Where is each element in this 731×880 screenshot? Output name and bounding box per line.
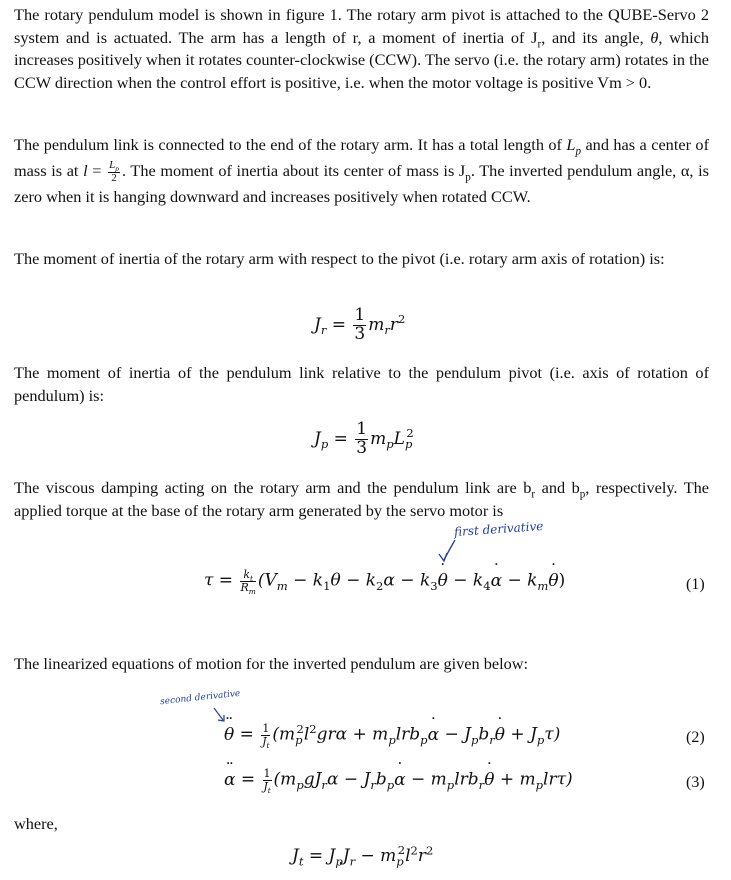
- text: and has a center of mass is at: [14, 135, 709, 180]
- term: b: [478, 724, 490, 745]
- denominator: 3: [354, 323, 366, 344]
- fraction-1-jt: [263, 767, 272, 795]
- equals: =: [87, 161, 107, 180]
- paragraph-rotary-inertia: [14, 248, 709, 271]
- fraction-kt-rm: [240, 568, 256, 596]
- text: where,: [14, 814, 58, 833]
- text: , and its angle,: [541, 27, 651, 47]
- term: lrτ): [543, 769, 573, 790]
- equation-jt: [292, 843, 434, 869]
- equation-number-3: (3): [686, 774, 705, 791]
- text: and b: [535, 478, 580, 497]
- handwritten-arrow-icon: [433, 537, 461, 565]
- term: b: [375, 769, 387, 790]
- subscript: 3: [430, 578, 438, 593]
- length: L: [393, 428, 405, 449]
- subscript: r: [489, 732, 495, 747]
- equation-alpha-ddot: [224, 767, 573, 795]
- theta-dot: θ ˙: [495, 725, 505, 745]
- subscript: p: [296, 777, 304, 792]
- term: (m: [272, 724, 296, 745]
- lhs: J: [314, 314, 321, 335]
- equation-jp: [314, 421, 414, 458]
- term: l: [405, 846, 411, 866]
- subscript: p: [115, 164, 119, 174]
- fraction-lp-over-2: [108, 160, 120, 184]
- text: , which increases positively when it rotates counter-clockwise (CCW). The servo (i.e. the rotary arm) rotates in the CCW direction when the control effort is positive, i.e. when the motor voltage is positive Vm > 0.: [14, 27, 709, 92]
- denominator: J: [262, 734, 267, 748]
- text: The linearized equations of motion for the inverted pendulum are given below:: [14, 654, 529, 673]
- subscript: t: [266, 740, 270, 750]
- term: − k: [447, 570, 484, 591]
- subscript: r: [384, 323, 390, 338]
- handwritten-note-first-derivative: first derivative: [453, 518, 544, 540]
- subscript: p: [386, 437, 394, 452]
- subscript: p: [295, 732, 303, 747]
- text: The moment of inertia of the pendulum link relative to the pendulum pivot (i.e. axis of rotation of pendulum) is:: [14, 363, 709, 405]
- term: l: [303, 724, 310, 745]
- text: . The moment of inertia about its center of mass is J: [121, 161, 466, 180]
- term: lrb: [395, 724, 421, 745]
- subscript: p: [470, 732, 479, 747]
- numerator: 1: [356, 419, 368, 439]
- theta-symbol: θ: [650, 27, 659, 47]
- equation-number-1: (1): [686, 576, 705, 593]
- equation-number-2: (2): [686, 729, 705, 746]
- text: , respectively. The applied torque at the base of the rotary arm generated by the servo motor is: [14, 478, 710, 520]
- subscript: p: [320, 437, 329, 452]
- numerator: k: [243, 568, 250, 581]
- superscript: 2: [410, 843, 418, 858]
- lhs: J: [314, 428, 321, 449]
- paragraph-damping: [14, 477, 709, 522]
- equals: =: [326, 314, 352, 335]
- paragraph-linearized: [14, 653, 709, 676]
- term: lrb: [454, 769, 479, 790]
- term: r: [417, 846, 426, 866]
- theta-dot: θ ˙: [548, 571, 558, 591]
- numerator: 1: [354, 305, 366, 325]
- numerator: 1: [263, 767, 271, 780]
- subscript: p: [575, 145, 582, 158]
- alpha-ddot: α ¨: [224, 770, 235, 790]
- denominator: R: [240, 580, 249, 594]
- subscript: 1: [323, 578, 331, 593]
- term: (m: [273, 769, 297, 790]
- subscript: p: [420, 732, 428, 747]
- mass: m: [370, 428, 387, 449]
- text: . The inverted pendulum angle, α, is zero when it is hanging downward and increases positively when rotated CCW.: [14, 161, 709, 207]
- equals: =: [234, 724, 260, 745]
- subscript: r: [320, 323, 327, 338]
- handwritten-note-second-derivative: second derivative: [159, 688, 241, 708]
- equation-torque: [204, 568, 566, 596]
- term: − m: [405, 769, 447, 790]
- term: J: [342, 846, 350, 866]
- term: α − J: [326, 769, 371, 790]
- superscript: 2: [406, 426, 414, 441]
- superscript: 2: [398, 312, 406, 327]
- numerator: L: [109, 159, 116, 172]
- equals: =: [303, 846, 329, 866]
- term: (V: [257, 570, 277, 591]
- term: gJ: [303, 769, 322, 790]
- paragraph-pendulum-link: [14, 132, 709, 210]
- text: The moment of inertia of the rotary arm with respect to the pivot (i.e. rotary arm axis of rotation) is:: [14, 249, 665, 268]
- subscript: p: [579, 488, 586, 501]
- subscript: r: [349, 854, 356, 869]
- radius: r: [389, 314, 399, 335]
- superscript: 2: [426, 843, 434, 858]
- equals: =: [213, 570, 239, 591]
- subscript: t: [267, 785, 271, 795]
- theta-dot: θ ˙: [438, 571, 448, 591]
- term: grα + m: [316, 724, 389, 745]
- subscript: p: [465, 171, 471, 184]
- subscript: m: [276, 578, 288, 593]
- theta-dot: θ ˙: [484, 770, 494, 790]
- superscript: 2: [397, 843, 406, 858]
- paragraph-rotary-arm: [14, 4, 709, 94]
- subscript: 2: [376, 578, 384, 593]
- paragraph-where: [14, 813, 709, 836]
- equation-jr: [314, 307, 405, 344]
- paragraph-pendulum-inertia: [14, 362, 709, 407]
- alpha-dot: α ˙: [491, 571, 502, 591]
- term: J: [328, 846, 336, 866]
- fraction: [355, 421, 368, 458]
- fraction-1-jt: [261, 722, 270, 750]
- subscript: r: [321, 777, 327, 792]
- subscript: 4: [483, 578, 491, 593]
- subscript: r: [531, 488, 536, 501]
- l-symbol: l: [83, 161, 88, 180]
- mass: m: [368, 314, 385, 335]
- denominator: 2: [111, 171, 117, 184]
- subscript: p: [388, 732, 396, 747]
- term: − m: [355, 846, 397, 866]
- lhs: J: [292, 846, 299, 866]
- equals: =: [328, 428, 354, 449]
- term: θ − k: [330, 570, 377, 591]
- subscript: p: [335, 854, 343, 869]
- numerator: 1: [262, 722, 270, 735]
- alpha-dot: α ˙: [428, 725, 439, 745]
- subscript: t: [249, 574, 253, 584]
- Lp-symbol: L: [566, 135, 576, 154]
- term: α − k: [383, 570, 431, 591]
- text: The rotary pendulum model is shown in figure 1. The rotary arm pivot is attached to the QUBE-Servo 2 system and is actuated. The arm has a length of r, a moment of inertia of J: [14, 5, 709, 47]
- superscript: 2: [309, 721, 317, 736]
- text: The viscous damping acting on the rotary arm and the pendulum link are b: [14, 478, 532, 497]
- equation-theta-ddot: [224, 721, 561, 750]
- subscript: p: [536, 732, 545, 747]
- tau: τ: [204, 570, 214, 591]
- subscript: r: [537, 37, 542, 50]
- equals: =: [235, 769, 261, 790]
- subscript: p: [396, 854, 404, 869]
- term: − J: [439, 724, 471, 745]
- subscript: p: [404, 437, 413, 452]
- paren: ): [558, 570, 566, 591]
- fraction: [353, 307, 366, 344]
- term: τ): [544, 724, 561, 745]
- subscript: p: [446, 777, 455, 792]
- subscript: r: [478, 777, 485, 792]
- denominator: 3: [356, 437, 368, 458]
- subscript: p: [386, 777, 395, 792]
- subscript: r: [370, 777, 376, 792]
- denominator: J: [263, 779, 268, 793]
- alpha-dot: α ˙: [394, 770, 405, 790]
- term: + J: [505, 724, 537, 745]
- term: − k: [287, 570, 324, 591]
- term: + m: [494, 769, 536, 790]
- subscript: t: [298, 854, 304, 869]
- subscript: p: [535, 777, 544, 792]
- theta-ddot: θ ¨: [224, 725, 234, 745]
- text: The pendulum link is connected to the end of the rotary arm. It has a total length of: [14, 135, 567, 154]
- term: − k: [502, 570, 538, 591]
- superscript: 2: [296, 721, 304, 736]
- subscript: m: [248, 586, 256, 596]
- subscript: m: [537, 578, 549, 593]
